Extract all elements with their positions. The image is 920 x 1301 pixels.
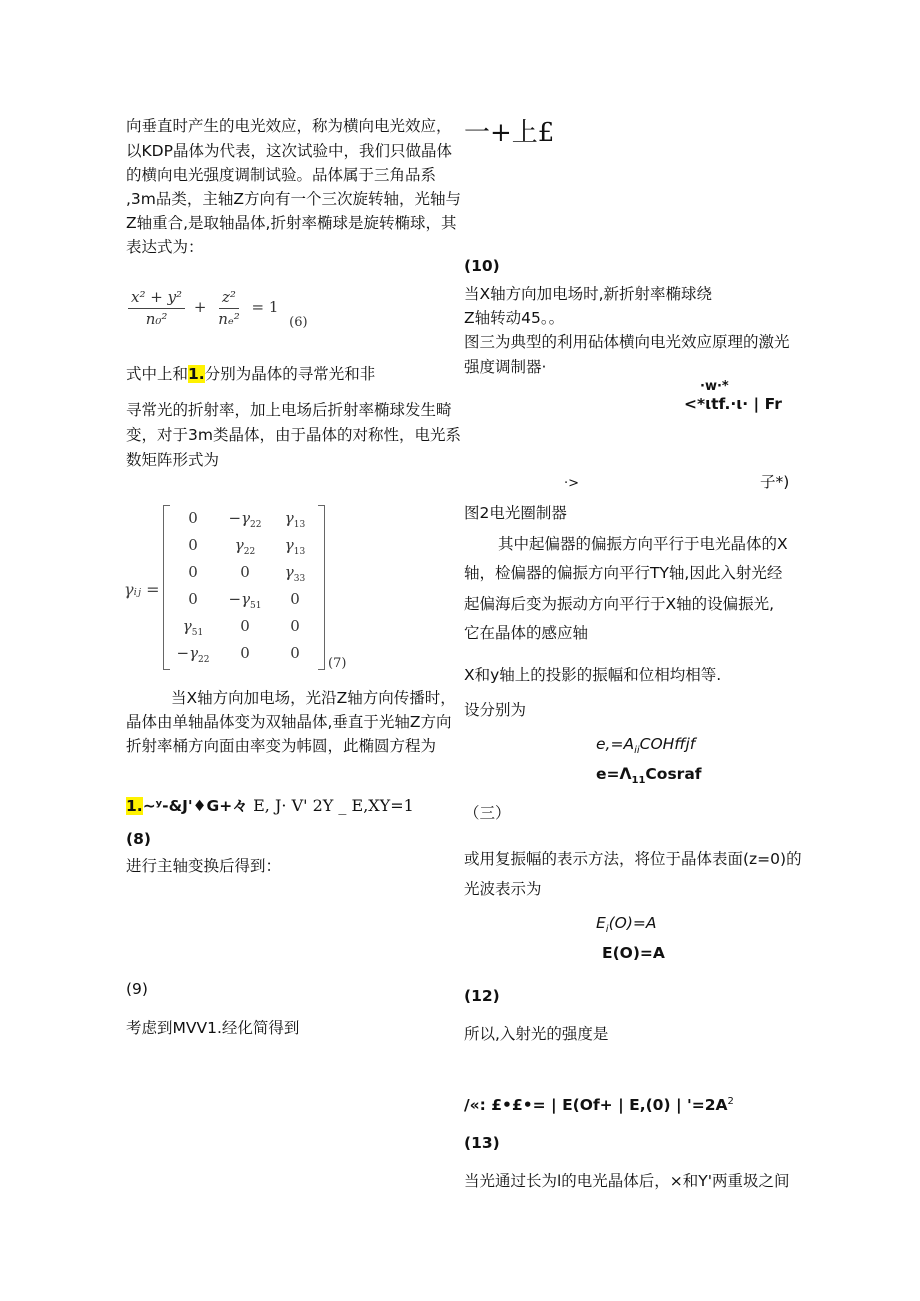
paragraph-line: 寻常光的折射率，加上电场后折射率椭球发生畸 — [126, 401, 452, 419]
figure-text: <*ιtf.·ι· | Fr — [684, 395, 782, 413]
paragraph-line: 考虑到MVV1.经化简得到 — [126, 1019, 300, 1037]
paragraph-line: 或用复振幅的表示方法，将位于晶体表面(z=0)的 — [464, 850, 802, 868]
equation-label: (10) — [464, 257, 500, 275]
paragraph-line: 所以,入射光的强度是 — [464, 1025, 609, 1043]
electro-optic-matrix — [163, 505, 325, 670]
plus-sign: + — [193, 298, 207, 316]
fraction-z — [215, 288, 242, 328]
paragraph-line: 强度调制器· — [464, 358, 547, 376]
paragraph-line: 向垂直时产生的电光效应，称为横向电光效应， — [126, 117, 452, 135]
paragraph-line: 数矩阵形式为 — [126, 451, 220, 469]
matrix-cell: $-\gamma_{22}$ — [176, 644, 210, 665]
subscript: ii — [634, 745, 640, 757]
figure-text: 子*) — [760, 473, 790, 491]
numerator: z² — [219, 288, 239, 309]
paragraph-line: 它在晶体的感应轴 — [464, 624, 589, 642]
denominator: n₀² — [145, 310, 168, 328]
equation-8 — [126, 796, 414, 816]
paragraph-line: 晶体由单轴晶体变为双轴晶体,垂直于光轴Z方向 — [126, 713, 452, 731]
paragraph-line: 轴，检偏器的偏振方向平行TY轴,因此入射光经 — [464, 564, 783, 582]
garbled-heading: 一+上£ — [464, 118, 555, 148]
matrix-cell: $\gamma_{51}$ — [182, 617, 204, 638]
text-span: 分别为晶体的寻常光和非 — [204, 365, 376, 383]
equation-ey — [596, 764, 702, 791]
paragraph-line: 图三为典型的利用砧体横向电光效应原理的激光 — [464, 333, 790, 351]
equation-text: Cosraf — [645, 765, 702, 783]
paragraph-line: 光波表示为 — [464, 880, 542, 898]
matrix-cell: 0 — [290, 617, 300, 635]
equation-13 — [464, 1092, 734, 1115]
figure-text: ·> — [564, 476, 580, 491]
equation-label: (12) — [464, 987, 500, 1005]
equation-text: (O)=A — [608, 914, 657, 932]
equation-text: E, J· V' 2Y _ E,XY=1 — [253, 796, 414, 815]
paragraph-line: 当光通过长为l的电光晶体后，×和Y'两重圾之间 — [464, 1172, 790, 1190]
fraction-xy — [128, 288, 185, 328]
matrix-lhs: γᵢⱼ = — [124, 580, 160, 599]
equation-label: (6) — [289, 315, 308, 330]
equation-Ex — [596, 913, 656, 940]
paragraph-line: Z轴转动45。。 — [464, 309, 565, 327]
subscript: i — [605, 924, 609, 936]
paragraph-line: 当X轴方向加电场时,新折射率椭球绕 — [464, 285, 713, 303]
paragraph-line: Z轴重合,是取轴晶体,折射率椭球是旋转椭球，其 — [126, 214, 457, 232]
matrix-cell: 0 — [240, 563, 250, 581]
matrix-cell: $-\gamma_{51}$ — [228, 590, 262, 611]
subscript: 11 — [631, 775, 646, 787]
paragraph-line: 进行主轴变换后得到： — [126, 857, 282, 875]
superscript: 2 — [727, 1096, 734, 1107]
equation-text: e=Λ — [596, 765, 632, 783]
paragraph-line — [126, 364, 375, 384]
paragraph-line: 设分别为 — [464, 701, 527, 719]
paragraph-line: 以KDP晶体为代表，这次试验中，我们只做晶体 — [126, 142, 452, 160]
matrix-cell: $-\gamma_{22}$ — [228, 509, 262, 530]
paragraph-line: 表达式为： — [126, 238, 204, 256]
highlighted-text: 1. — [188, 365, 205, 383]
matrix-cell: 0 — [240, 617, 250, 635]
matrix-cell: 0 — [240, 644, 250, 662]
equation-text: E — [596, 914, 606, 932]
matrix-cell: 0 — [188, 563, 198, 581]
matrix-cell: 0 — [188, 590, 198, 608]
matrix-cell: 0 — [290, 590, 300, 608]
paragraph-line: 起偏海后变为振动方向平行于X轴的设偏振光, — [464, 595, 775, 613]
matrix-cell: 0 — [188, 509, 198, 527]
paragraph-line: ,3m品类，主轴Z方向有一个三次旋转轴，光轴与 — [126, 190, 462, 208]
matrix-cell: $\gamma_{22}$ — [234, 536, 256, 557]
equation-label: (13) — [464, 1134, 500, 1152]
paragraph-line: 变，对于3m类晶体，由于晶体的对称性，电光系 — [126, 426, 461, 444]
equation-text: ~ʸ-&J'♦G+々 — [142, 797, 248, 815]
paragraph-line: 的横向电光强度调制试验。品体属于三角品系 — [126, 166, 437, 184]
matrix-cell: 0 — [188, 536, 198, 554]
equation-label: （三） — [464, 804, 511, 822]
paragraph-line: 当X轴方向加电场，光沿Z轴方向传播时， — [171, 689, 456, 707]
equation-label: (7) — [328, 656, 347, 671]
numerator: x² + y² — [128, 288, 185, 309]
equation-text: COHffjf — [639, 735, 696, 753]
paragraph-line: X和y轴上的投影的振幅和位相均相等. — [464, 666, 722, 684]
equation-label: (8) — [126, 830, 151, 848]
matrix-cell: 0 — [290, 644, 300, 662]
paragraph-line: 折射率桶方向面由率变为帏圆，此椭圆方程为 — [126, 737, 437, 755]
highlighted-text: 1. — [126, 797, 143, 815]
equation-label: (9) — [126, 980, 148, 998]
equation-6 — [128, 288, 308, 328]
equation-ex — [596, 734, 695, 761]
figure-caption: 图2电光圈制器 — [464, 504, 567, 522]
equation-text: e,=A — [596, 735, 635, 753]
denominator: nₑ² — [218, 310, 240, 328]
equation-text: /«: £•£•= | E(Of+ | E,(0) | '=2A — [464, 1096, 728, 1115]
matrix-cell: $\gamma_{33}$ — [284, 563, 306, 584]
figure-text: ·w·* — [700, 379, 729, 394]
text-span: 式中上和 — [126, 365, 189, 383]
equation-Ey: E(O)=A — [602, 944, 665, 962]
paragraph-line: 其中起偏器的偏振方向平行于电光晶体的X — [498, 535, 788, 553]
matrix-cell: $\gamma_{13}$ — [284, 536, 306, 557]
matrix-cell: $\gamma_{13}$ — [284, 509, 306, 530]
equation-rhs: = 1 — [251, 298, 279, 316]
